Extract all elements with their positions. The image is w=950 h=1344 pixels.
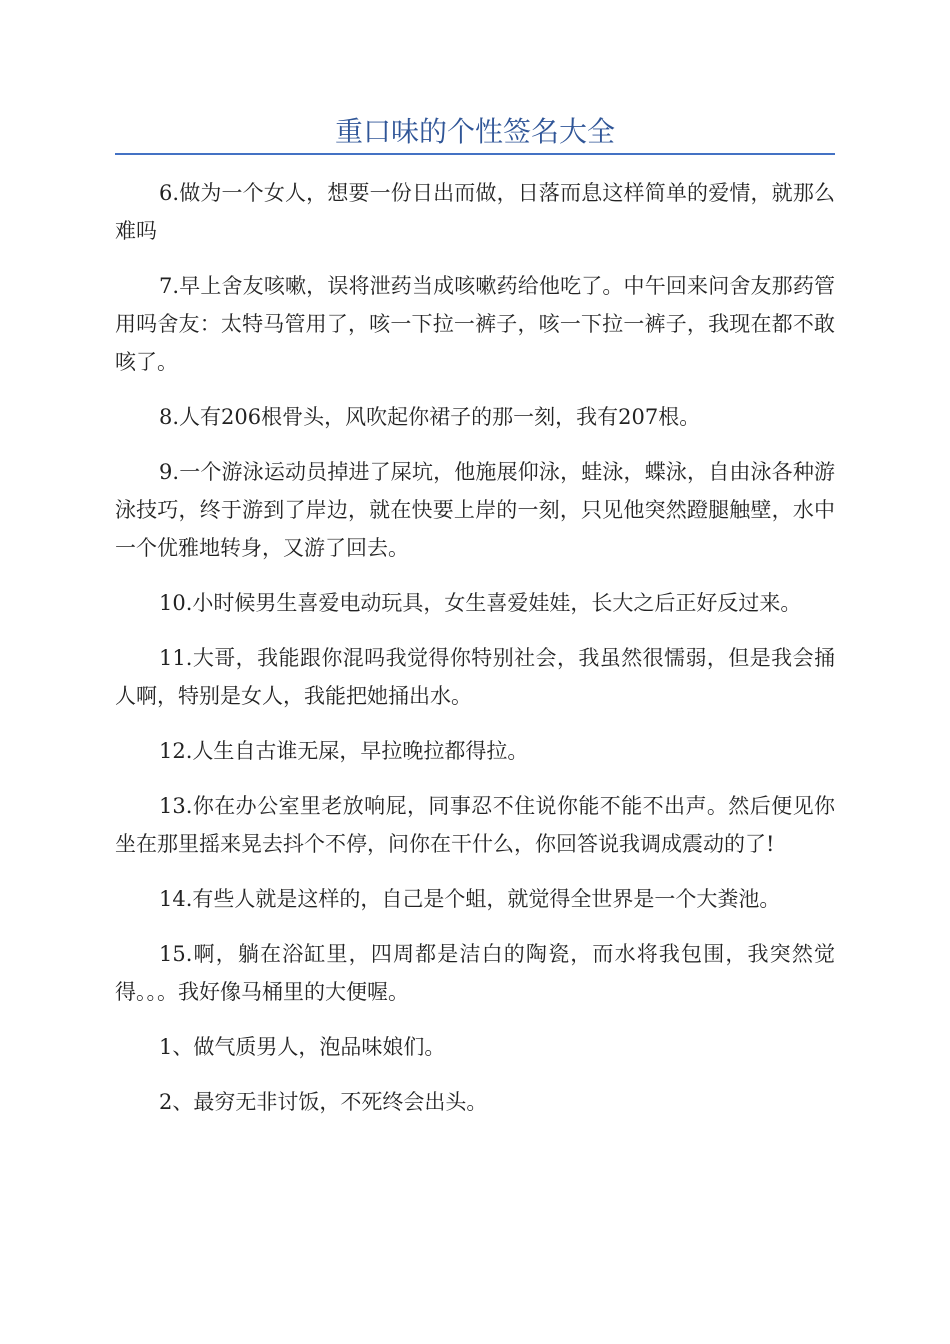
paragraph: 1、做气质男人，泡品味娘们。	[159, 1035, 446, 1059]
page-title: 重口味的个性签名大全	[334, 115, 615, 148]
paragraph: 8.人有206根骨头，风吹起你裙子的那一刻，我有207根。	[159, 405, 701, 429]
document-body	[115, 174, 835, 1138]
paragraph: 13.你在办公室里老放响屁，同事忍不住说你能不能不出声。然后便见你坐在那里摇来晃去抖个不停，问你在干什么，你回答说我调成震动的了!	[115, 794, 835, 856]
paragraph: 9.一个游泳运动员掉进了屎坑，他施展仰泳，蛙泳，蝶泳，自由泳各种游泳技巧，终于游到了岸边，就在快要上岸的一刻，只见他突然蹬腿触壁，水中一个优雅地转身，又游了回去。	[115, 460, 835, 560]
paragraph: 11.大哥，我能跟你混吗我觉得你特别社会，我虽然很懦弱，但是我会捅人啊，特别是女人，我能把她捅出水。	[115, 646, 835, 708]
paragraph: 2、最穷无非讨饭，不死终会出头。	[159, 1090, 488, 1114]
paragraph: 6.做为一个女人，想要一份日出而做，日落而息这样简单的爱情，就那么难吗	[115, 181, 835, 243]
paragraph: 12.人生自古谁无屎，早拉晚拉都得拉。	[159, 739, 529, 763]
paragraph: 15.啊，躺在浴缸里，四周都是洁白的陶瓷，而水将我包围，我突然觉得。。。我好像马桶里的大便喔。	[115, 942, 835, 1004]
paragraph: 10.小时候男生喜爱电动玩具，女生喜爱娃娃，长大之后正好反过来。	[159, 591, 802, 615]
paragraph: 7.早上舍友咳嗽，误将泄药当成咳嗽药给他吃了。中午回来问舍友那药管用吗舍友：太特马管用了，咳一下拉一裤子，咳一下拉一裤子，我现在都不敢咳了。	[115, 274, 835, 374]
title-underline	[115, 153, 835, 155]
paragraph: 14.有些人就是这样的，自己是个蛆，就觉得全世界是一个大粪池。	[159, 887, 781, 911]
